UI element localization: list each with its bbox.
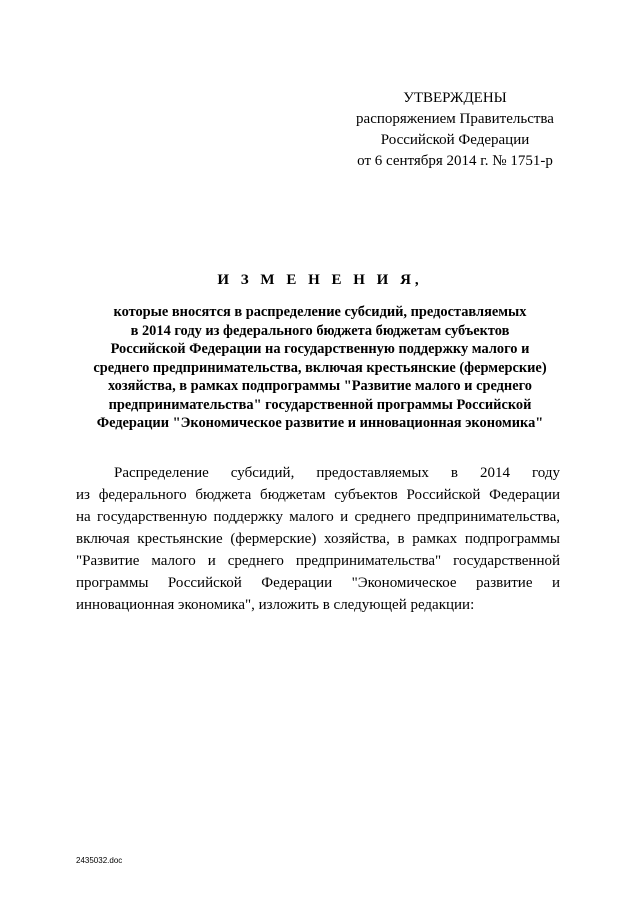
body-line: инновационная экономика", изложить в следующей редакции:: [76, 597, 475, 613]
body-line: включая крестьянские (фермерские) хозяйства, в рамках подпрограммы: [76, 531, 560, 547]
body-line: программы Российской Федерации "Экономическое развитие и: [76, 575, 560, 591]
subtitle-line: которые вносятся в распределение субсидий, предоставляемых: [113, 304, 527, 320]
approval-heading: УТВЕРЖДЕНЫ: [403, 90, 507, 106]
subtitle-line: Российской Федерации на государственную поддержку малого и: [110, 341, 530, 357]
approval-block: [330, 88, 580, 172]
subtitle-line: в 2014 году из федерального бюджета бюджетам субъектов: [130, 322, 510, 339]
subtitle-line: Федерации "Экономическое развитие и инновационная экономика": [96, 415, 544, 431]
body-line: из федерального бюджета бюджетам субъектов Российской Федерации: [76, 487, 560, 503]
subtitle-line: среднего предпринимательства, включая крестьянские (фермерские): [93, 359, 547, 376]
subtitle-line: хозяйства, в рамках подпрограммы "Развитие малого и среднего: [107, 378, 532, 394]
approval-authority: распоряжением Правительства: [356, 111, 554, 127]
approval-country: Российской Федерации: [380, 132, 530, 148]
body-line: Распределение субсидий, предоставляемых в 2014 году: [114, 465, 560, 481]
subtitle-line: предпринимательства" государственной программы Российской: [108, 396, 532, 413]
body-paragraph: [76, 462, 560, 616]
body-line: на государственную поддержку малого и среднего предпринимательства,: [76, 509, 560, 525]
document-subtitle: [70, 303, 570, 433]
document-title: И З М Е Н Е Н И Я,: [217, 272, 423, 288]
document-file-code: 2435032.doc: [76, 856, 123, 865]
approval-date-number: от 6 сентября 2014 г. № 1751-р: [357, 153, 553, 169]
body-line: "Развитие малого и среднего предпринимательства" государственной: [76, 553, 560, 569]
